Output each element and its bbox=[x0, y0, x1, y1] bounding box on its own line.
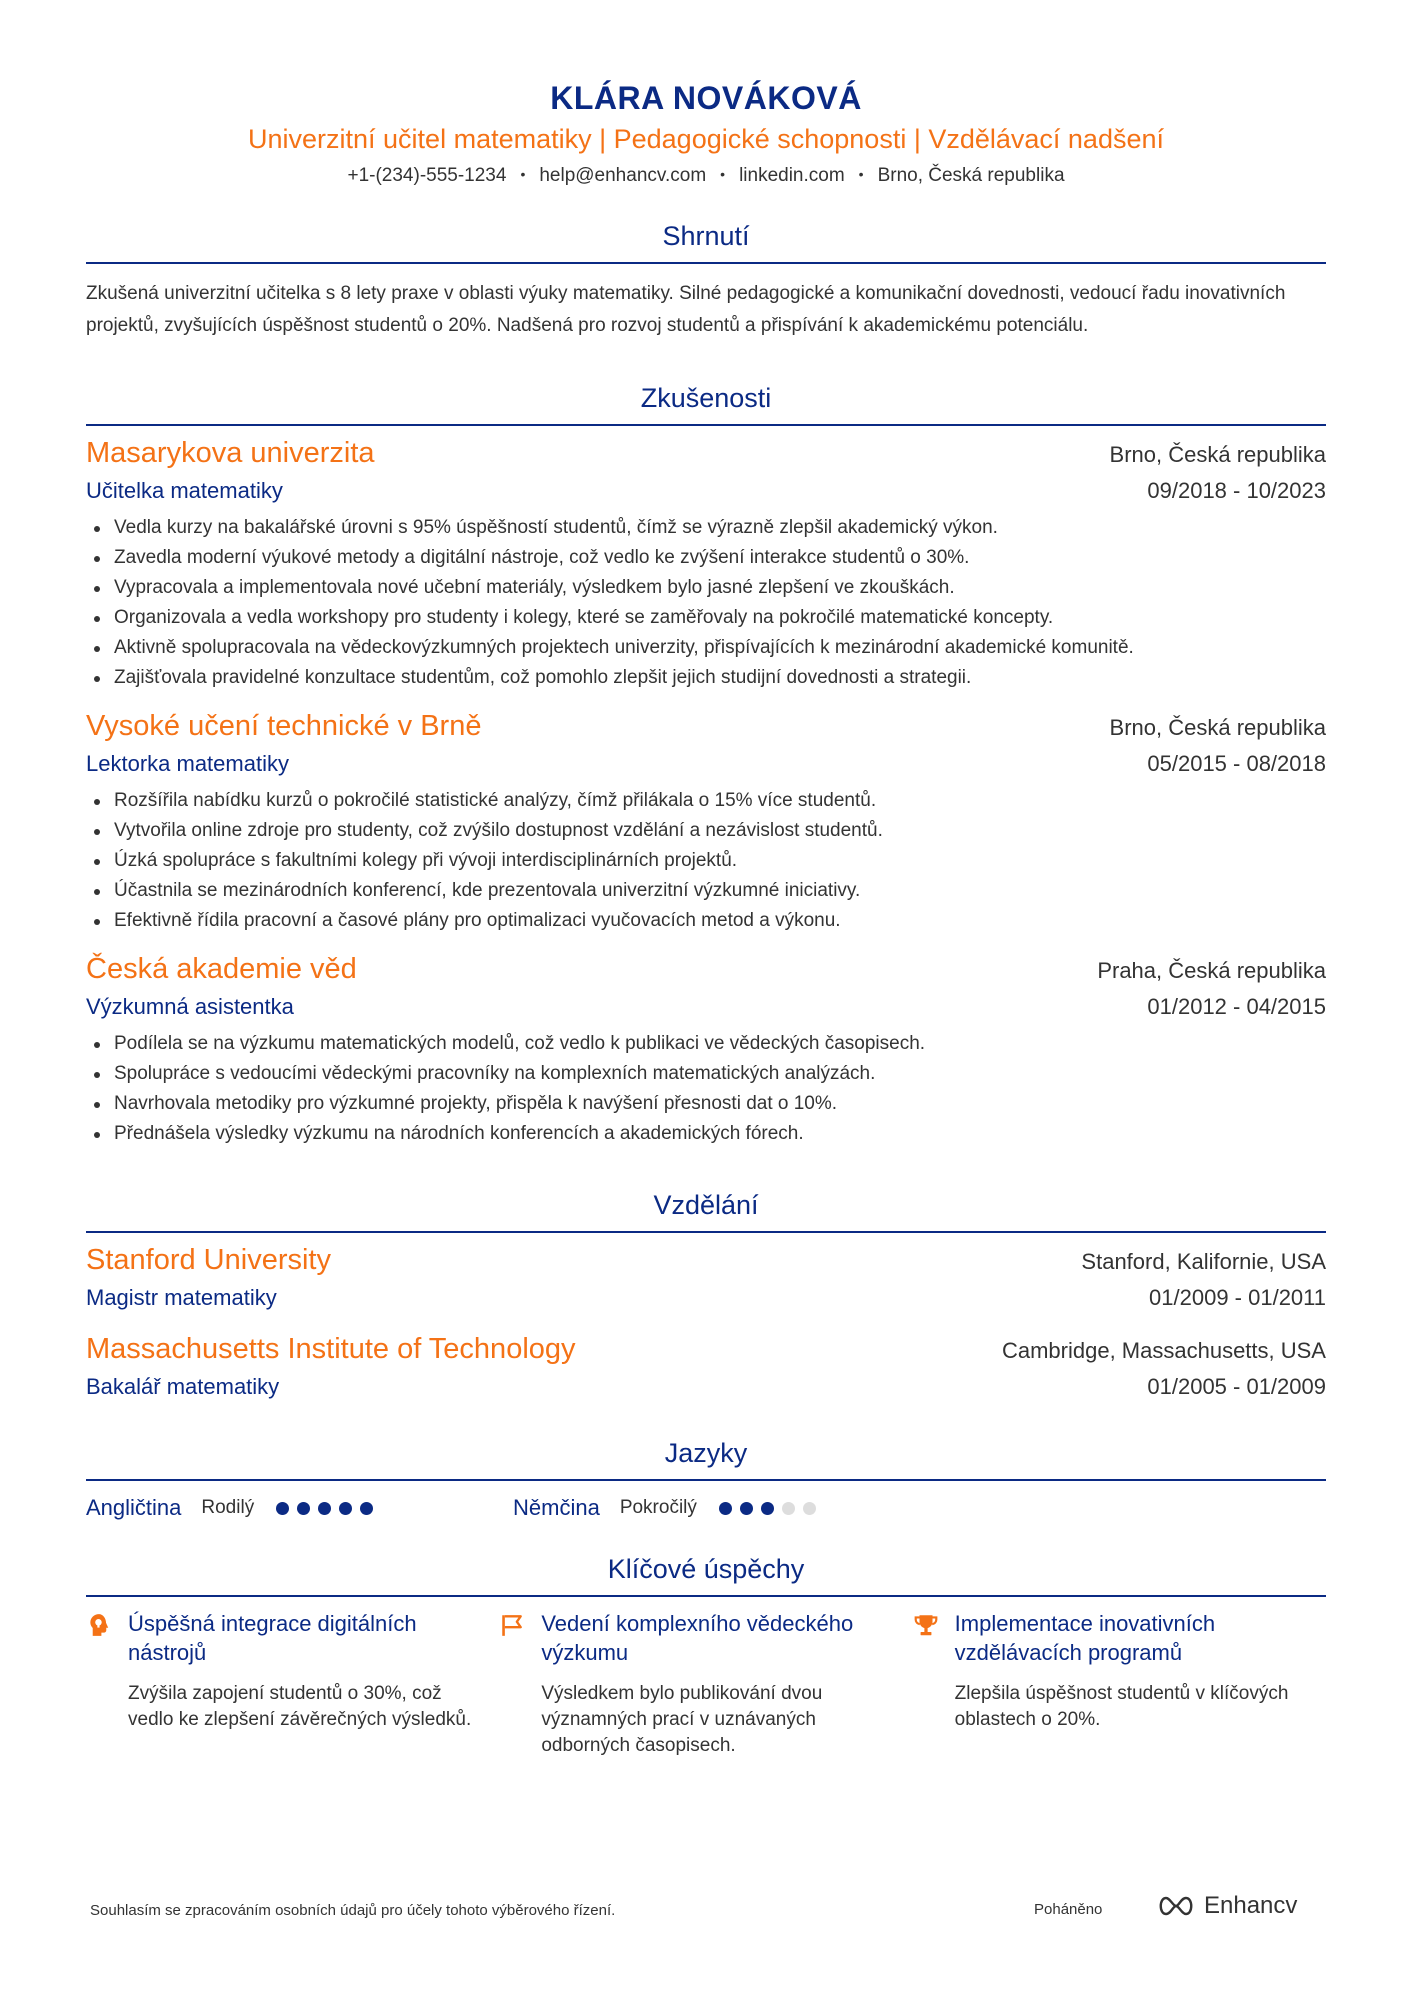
employer-location: Brno, Česká republika bbox=[1109, 442, 1326, 467]
summary-text: Zkušená univerzitní učitelka s 8 lety praxe v oblasti výuky matematiky. Silné pedagogické a komunikační dovednosti, vedoucí řadu inovativních projektů, zvyšujících úspěšnost studentů o 20%. Nadšená pro rozvoj studentů a přispívání k akademickému potenciálu. bbox=[86, 283, 1286, 336]
section-title-achievements: Klíčové úspěchy bbox=[607, 1554, 805, 1584]
powered-by-label: Poháněno bbox=[1034, 1901, 1103, 1918]
resume-header bbox=[86, 0, 1326, 190]
bullet-item: Spolupráce s vedoucími vědeckými pracovníky na komplexních matematických analýzách. bbox=[86, 1059, 1326, 1089]
achievement-desc: Zlepšila úspěšnost studentů v klíčových oblastech o 20%. bbox=[954, 1683, 1289, 1730]
languages-section bbox=[86, 1435, 1326, 1521]
job-bullets bbox=[86, 786, 1326, 936]
rating-dot-filled bbox=[339, 1502, 352, 1515]
bullet-item: Organizovala a vedla workshopy pro studenty i kolegy, které se zaměřovaly na pokročilé matematické koncepty. bbox=[86, 603, 1326, 633]
section-title-education: Vzdělání bbox=[653, 1190, 759, 1220]
section-divider bbox=[86, 424, 1326, 426]
job-dates: 01/2012 - 04/2015 bbox=[1147, 994, 1326, 1019]
achievement-title: Úspěšná integrace digitálních nástrojů bbox=[128, 1611, 417, 1665]
bullet-item: Vypracovala a implementovala nové učební materiály, výsledkem bylo jasné zlepšení ve zkouškách. bbox=[86, 573, 1326, 603]
bullet-item: Rozšířila nabídku kurzů o pokročilé statistické analýzy, čímž přilákala o 15% více studentů. bbox=[86, 786, 1326, 816]
achievement-title: Vedení komplexního vědeckého výzkumu bbox=[541, 1611, 854, 1665]
candidate-title: Univerzitní učitel matematiky | Pedagogické schopnosti | Vzdělávací nadšení bbox=[248, 124, 1164, 154]
language-item bbox=[513, 1495, 940, 1521]
bullet-item: Přednášela výsledky výzkumu na národních konferencích a akademických fórech. bbox=[86, 1119, 1326, 1149]
separator: • bbox=[520, 166, 526, 182]
job-bullets bbox=[86, 513, 1326, 693]
rating-dot-filled bbox=[761, 1502, 774, 1515]
achievement-item bbox=[86, 1609, 499, 1759]
achievement-item bbox=[913, 1609, 1326, 1759]
rating-dot-filled bbox=[719, 1502, 732, 1515]
language-rating bbox=[719, 1502, 824, 1515]
enhancv-brand[interactable] bbox=[1156, 1892, 1297, 1920]
job-dates: 05/2015 - 08/2018 bbox=[1147, 751, 1326, 776]
education-entry bbox=[86, 1330, 1326, 1405]
candidate-name: KLÁRA NOVÁKOVÁ bbox=[550, 80, 862, 116]
degree: Magistr matematiky bbox=[86, 1285, 277, 1310]
rating-dot-filled bbox=[740, 1502, 753, 1515]
email[interactable]: help@enhancv.com bbox=[539, 165, 707, 186]
job-title: Výzkumná asistentka bbox=[86, 994, 294, 1019]
experience-entry bbox=[86, 707, 1326, 936]
education-dates: 01/2005 - 01/2009 bbox=[1147, 1374, 1326, 1399]
section-title-languages: Jazyky bbox=[664, 1438, 748, 1468]
language-item bbox=[86, 1495, 513, 1521]
trophy-icon bbox=[913, 1612, 939, 1638]
experience-entry bbox=[86, 950, 1326, 1149]
consent-text: Souhlasím se zpracováním osobních údajů pro účely tohoto výběrového řízení. bbox=[90, 1902, 616, 1919]
location: Brno, Česká republika bbox=[877, 165, 1065, 186]
language-rating bbox=[276, 1502, 381, 1515]
job-bullets bbox=[86, 1029, 1326, 1149]
achievements-section bbox=[86, 1551, 1326, 1759]
employer-location: Brno, Česká republika bbox=[1109, 715, 1326, 740]
school-location: Stanford, Kalifornie, USA bbox=[1081, 1249, 1326, 1274]
linkedin[interactable]: linkedin.com bbox=[739, 165, 845, 186]
enhancv-logo-icon bbox=[1156, 1894, 1196, 1918]
section-title-summary: Shrnutí bbox=[662, 221, 750, 251]
rating-dot-filled bbox=[318, 1502, 331, 1515]
bullet-item: Účastnila se mezinárodních konferencí, kde prezentovala univerzitní výzkumné iniciativy. bbox=[86, 876, 1326, 906]
education-section bbox=[86, 1187, 1326, 1405]
bullet-item: Zajišťovala pravidelné konzultace studentům, což pomohlo zlepšit jejich studijní dovednosti a strategii. bbox=[86, 663, 1326, 693]
bullet-item: Podílela se na výzkumu matematických modelů, což vedlo k publikaci ve vědeckých časopisech. bbox=[86, 1029, 1326, 1059]
section-divider bbox=[86, 1595, 1326, 1597]
bullet-item: Zavedla moderní výukové metody a digitální nástroje, což vedlo ke zvýšení interakce studentů o 30%. bbox=[86, 543, 1326, 573]
job-title: Učitelka matematiky bbox=[86, 478, 283, 503]
bullet-item: Vytvořila online zdroje pro studenty, což zvýšilo dostupnost vzdělání a nezávislost studentů. bbox=[86, 816, 1326, 846]
phone: +1-(234)-555-1234 bbox=[347, 165, 507, 186]
employer-location: Praha, Česká republika bbox=[1097, 958, 1326, 983]
section-divider bbox=[86, 1231, 1326, 1233]
bullet-item: Vedla kurzy na bakalářské úrovni s 95% úspěšností studentů, čímž se výrazně zlepšil akademický výkon. bbox=[86, 513, 1326, 543]
rating-dot-filled bbox=[297, 1502, 310, 1515]
job-dates: 09/2018 - 10/2023 bbox=[1147, 478, 1326, 503]
separator: • bbox=[858, 166, 864, 182]
achievement-desc: Výsledkem bylo publikování dvou významných prací v uznávaných odborných časopisech. bbox=[541, 1683, 823, 1756]
education-entry bbox=[86, 1241, 1326, 1316]
section-divider bbox=[86, 262, 1326, 264]
summary-section bbox=[86, 218, 1326, 342]
bullet-item: Úzká spolupráce s fakultními kolegy při vývoji interdisciplinárních projektů. bbox=[86, 846, 1326, 876]
bullet-item: Navrhovala metodiky pro výzkumné projekty, přispěla k navýšení přesnosti dat o 10%. bbox=[86, 1089, 1326, 1119]
degree: Bakalář matematiky bbox=[86, 1374, 280, 1399]
experience-section bbox=[86, 380, 1326, 1149]
language-level: Rodilý bbox=[201, 1497, 255, 1518]
rating-dot-filled bbox=[276, 1502, 289, 1515]
school-location: Cambridge, Massachusetts, USA bbox=[1001, 1338, 1326, 1363]
contact-line bbox=[86, 160, 1326, 190]
education-dates: 01/2009 - 01/2011 bbox=[1149, 1285, 1326, 1310]
bullet-item: Aktivně spolupracovala na vědeckovýzkumných projektech univerzity, přispívajících k mezinárodní akademické komunitě. bbox=[86, 633, 1326, 663]
separator: • bbox=[720, 166, 726, 182]
job-title: Lektorka matematiky bbox=[86, 751, 289, 776]
achievement-desc: Zvýšila zapojení studentů o 30%, což vedlo ke zlepšení závěrečných výsledků. bbox=[128, 1683, 472, 1730]
employer-name: Česká akademie věd bbox=[86, 953, 357, 985]
rating-dot-empty bbox=[782, 1502, 795, 1515]
rating-dot-empty bbox=[803, 1502, 816, 1515]
achievement-title: Implementace inovativních vzdělávacích programů bbox=[954, 1611, 1216, 1665]
achievement-item bbox=[499, 1609, 912, 1759]
rating-dot-filled bbox=[360, 1502, 373, 1515]
lightbulb-head-icon bbox=[86, 1612, 112, 1638]
bullet-item: Efektivně řídila pracovní a časové plány pro optimalizaci vyučovacích metod a výkonu. bbox=[86, 906, 1326, 936]
employer-name: Masarykova univerzita bbox=[86, 437, 375, 469]
language-name: Němčina bbox=[513, 1495, 600, 1520]
employer-name: Vysoké učení technické v Brně bbox=[86, 710, 482, 742]
flag-icon bbox=[499, 1612, 525, 1638]
section-divider bbox=[86, 1479, 1326, 1481]
school-name: Stanford University bbox=[86, 1244, 331, 1276]
school-name: Massachusetts Institute of Technology bbox=[86, 1333, 576, 1365]
language-name: Angličtina bbox=[86, 1495, 182, 1520]
experience-entry bbox=[86, 434, 1326, 693]
brand-name: Enhancv bbox=[1204, 1892, 1298, 1919]
section-title-experience: Zkušenosti bbox=[640, 383, 772, 413]
language-level: Pokročilý bbox=[619, 1497, 697, 1518]
